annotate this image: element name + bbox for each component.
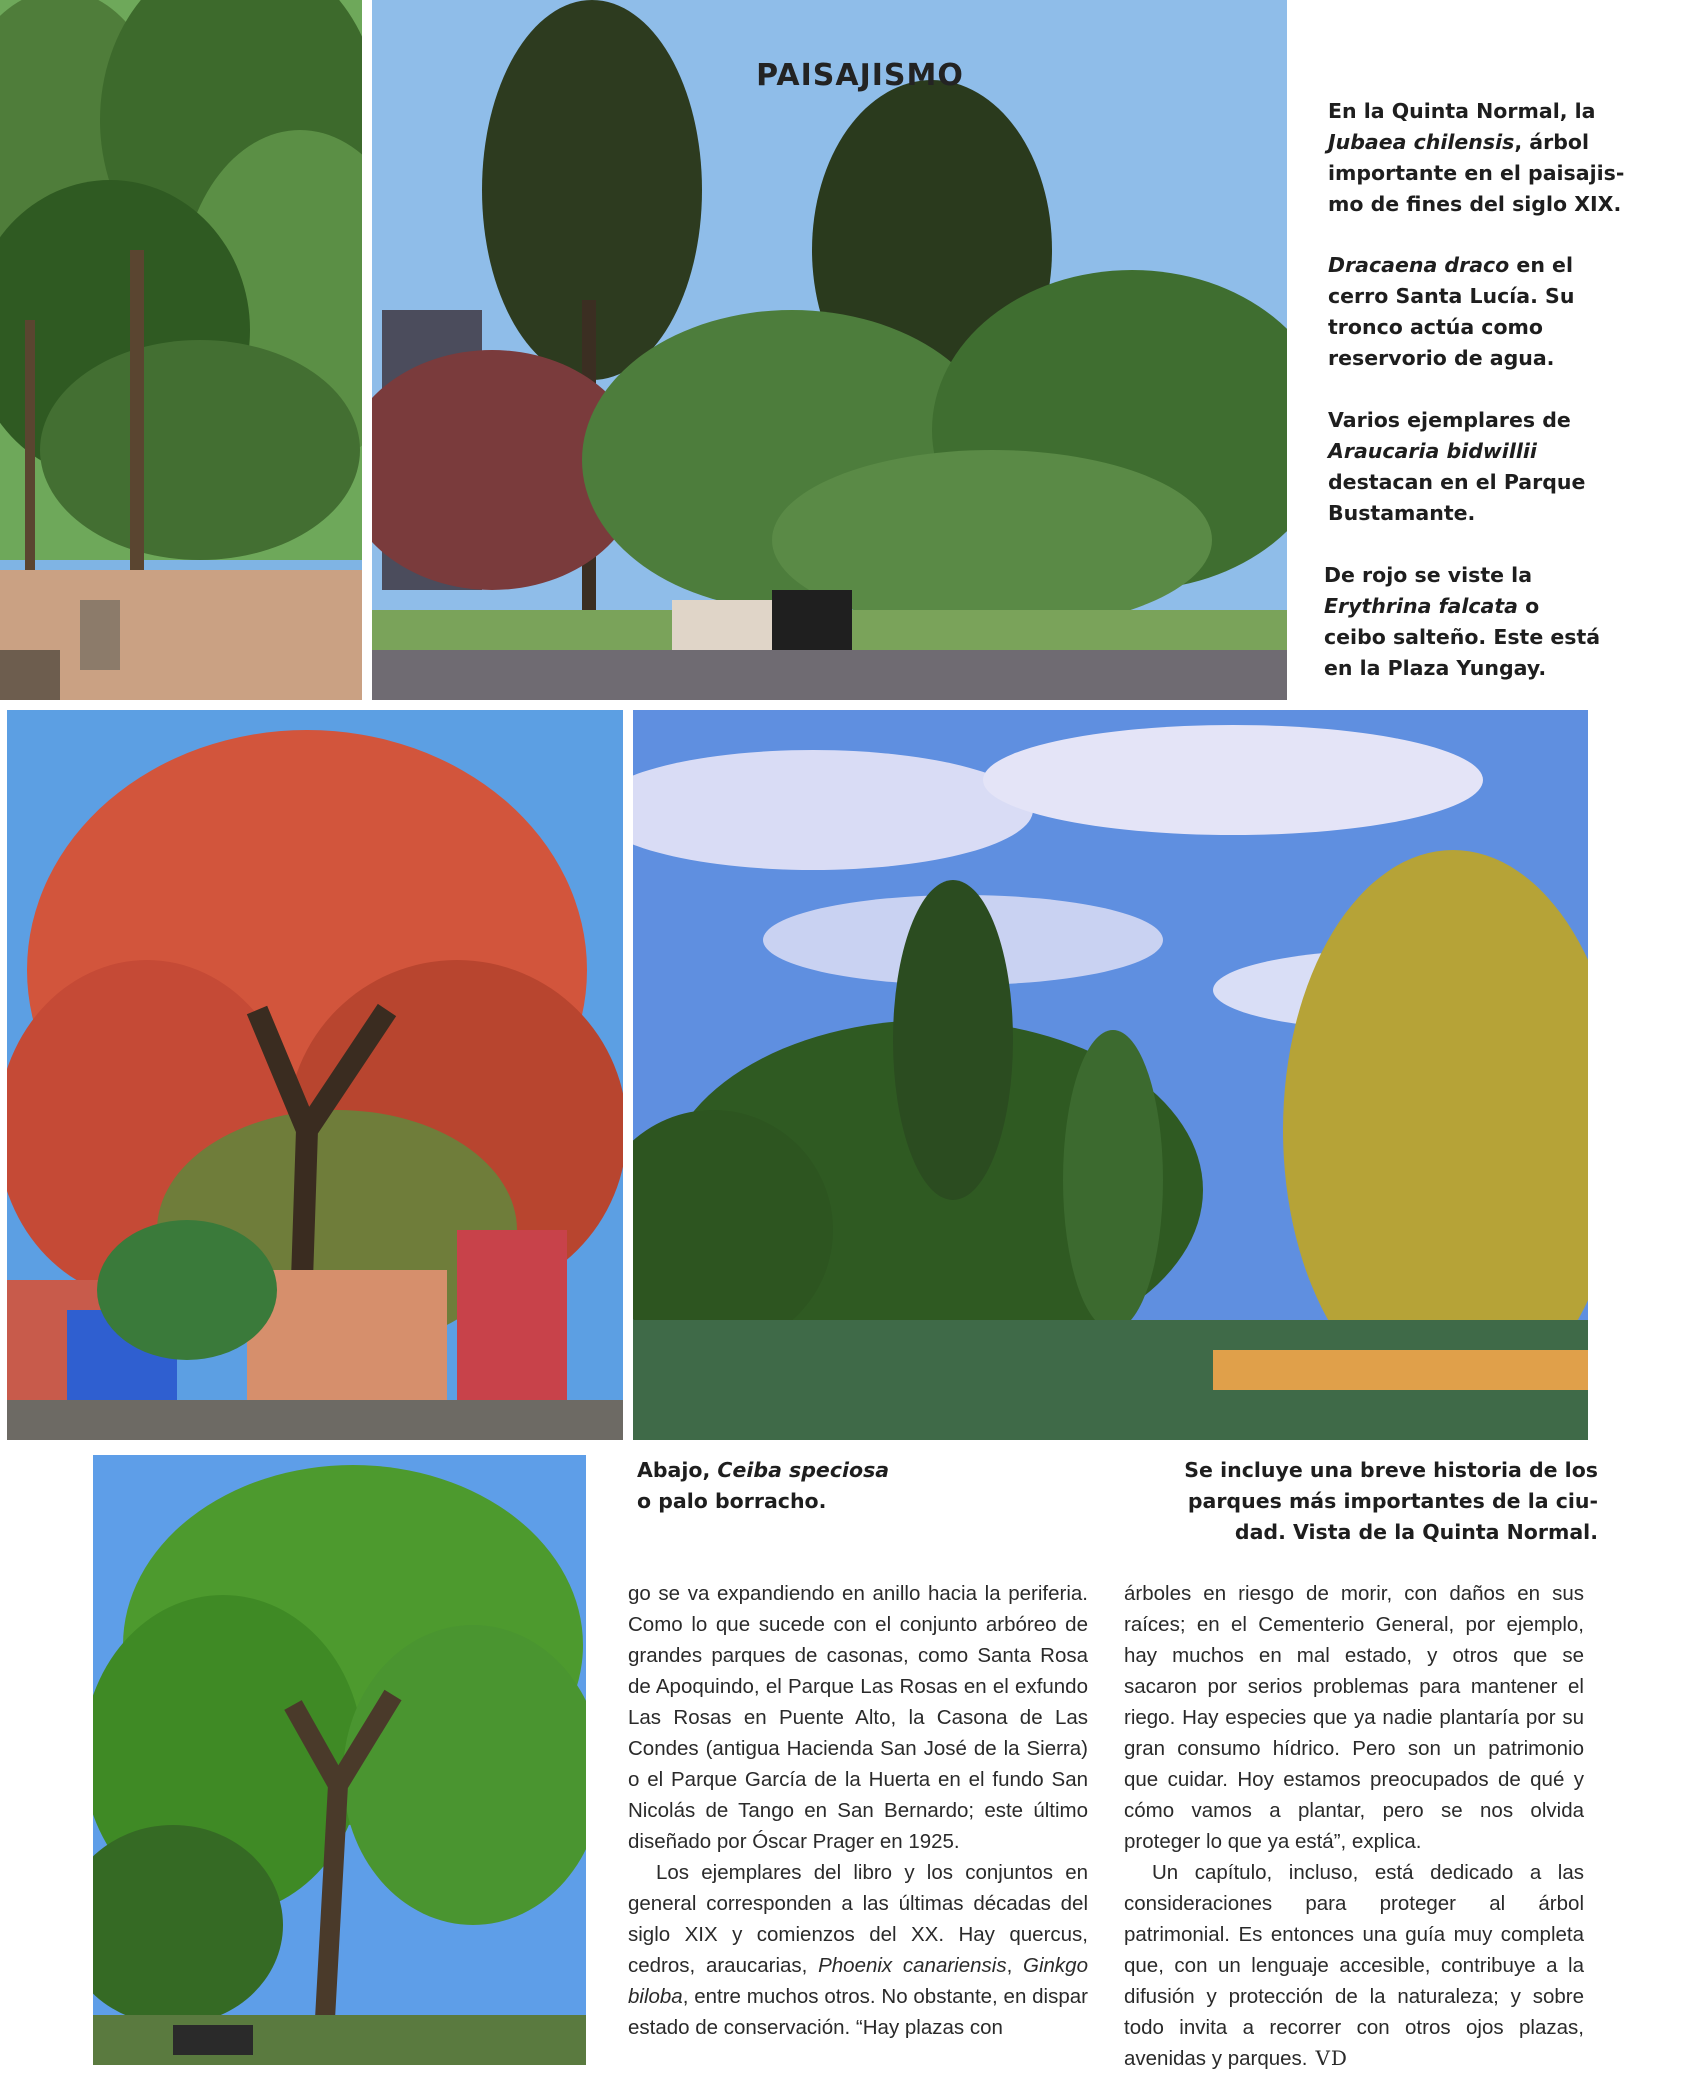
caption-line: o bbox=[1517, 594, 1540, 618]
caption-line: En la Quinta Normal, la bbox=[1328, 99, 1596, 123]
caption-line: cerro Santa Lucía. Su bbox=[1328, 284, 1575, 308]
caption-line: importante en el paisajis- bbox=[1328, 161, 1625, 185]
caption-line: reservorio de agua. bbox=[1328, 346, 1555, 370]
caption-line: tronco actúa como bbox=[1328, 315, 1543, 339]
caption-species: Dracaena draco bbox=[1328, 253, 1510, 277]
body-paragraph: go se va expandiendo en anillo hacia la periferia. Como lo que sucede con el conjunto arbóreo de grandes parques de casonas, como Santa Rosa de Apoquindo, el Parque Las Rosas en el exfundo Las Rosas en Puente Alto, la Casona de Las Condes (antigua Hacienda San José de la Sierra) o el Parque García de la Huerta en el fundo San Nicolás de Tango en San Bernardo; este último diseñado por Óscar Prager en 1925. bbox=[628, 1582, 1088, 1853]
caption-line: ceibo salteño. Este está bbox=[1324, 625, 1601, 649]
section-title: PAISAJISMO bbox=[756, 58, 964, 93]
caption-line: Varios ejemplares de bbox=[1328, 408, 1571, 432]
body-paragraph: Los ejemplares del libro y los conjuntos en general corresponden a las últimas décadas del siglo XIX y comienzos del XX. Hay quercus, cedros, araucarias, Phoenix canariensis, Ginkgo biloba, entre muchos otros. No obstante, en dispar estado de conservación. “Hay plazas con bbox=[628, 1861, 1088, 2039]
caption-line: o palo borracho. bbox=[637, 1489, 827, 1513]
body-column-2 bbox=[1124, 1578, 1584, 2074]
photo-erythrina-plaza-yungay bbox=[7, 710, 623, 1440]
caption-erythrina bbox=[1324, 560, 1600, 684]
caption-species: Jubaea chilensis bbox=[1328, 130, 1515, 154]
caption-line: Bustamante. bbox=[1328, 501, 1476, 525]
caption-line: en el bbox=[1509, 253, 1573, 277]
body-paragraph: Un capítulo, incluso, está dedicado a las consideraciones para proteger al árbol patrimonial. Es entonces una guía muy completa que, con un lenguaje accesible, contribuye a la difusión y protección de la naturaleza; y sobre todo invita a recorrer con otros ojos plazas, avenidas y parques. VD bbox=[1124, 1861, 1584, 2070]
caption-line: Se incluye una breve historia de los bbox=[1184, 1458, 1598, 1482]
caption-historia bbox=[1150, 1455, 1598, 1548]
photo-araucaria-park bbox=[372, 0, 1287, 700]
caption-araucaria bbox=[1328, 405, 1585, 529]
body-column-1 bbox=[628, 1578, 1088, 2043]
caption-species: Araucaria bidwillii bbox=[1328, 439, 1537, 463]
caption-line: en la Plaza Yungay. bbox=[1324, 656, 1547, 680]
photo-palm-park bbox=[0, 0, 362, 700]
caption-line: mo de fines del siglo XIX. bbox=[1328, 192, 1622, 216]
body-paragraph: árboles en riesgo de morir, con daños en sus raíces; en el Cementerio General, por ejemplo, hay muchos en mal estado, y otros que se sacaron por serios problemas para mantener el riego. Hay especies que ya nadie plantaría por su gran consumo hídrico. Pero son un patrimonio que cuidar. Hoy estamos preocupados de qué y cómo vamos a plantar, pero se nos olvida proteger lo que ya está”, explica. bbox=[1124, 1582, 1584, 1853]
caption-line: dad. Vista de la Quinta Normal. bbox=[1234, 1520, 1598, 1544]
caption-jubaea bbox=[1328, 96, 1624, 220]
caption-species: Erythrina falcata bbox=[1324, 594, 1518, 618]
author-signature: VD bbox=[1315, 2046, 1348, 2070]
photo-quinta-normal-lake bbox=[633, 710, 1588, 1440]
caption-ceiba bbox=[637, 1455, 889, 1517]
caption-line: Abajo, bbox=[637, 1458, 718, 1482]
caption-line: De rojo se viste la bbox=[1324, 563, 1533, 587]
caption-dracaena bbox=[1328, 250, 1574, 374]
caption-line: destacan en el Parque bbox=[1328, 470, 1586, 494]
caption-species: Ceiba speciosa bbox=[717, 1458, 890, 1482]
photo-ceiba-speciosa bbox=[93, 1455, 586, 2065]
caption-line: parques más importantes de la ciu- bbox=[1187, 1489, 1598, 1513]
caption-line: , árbol bbox=[1514, 130, 1589, 154]
